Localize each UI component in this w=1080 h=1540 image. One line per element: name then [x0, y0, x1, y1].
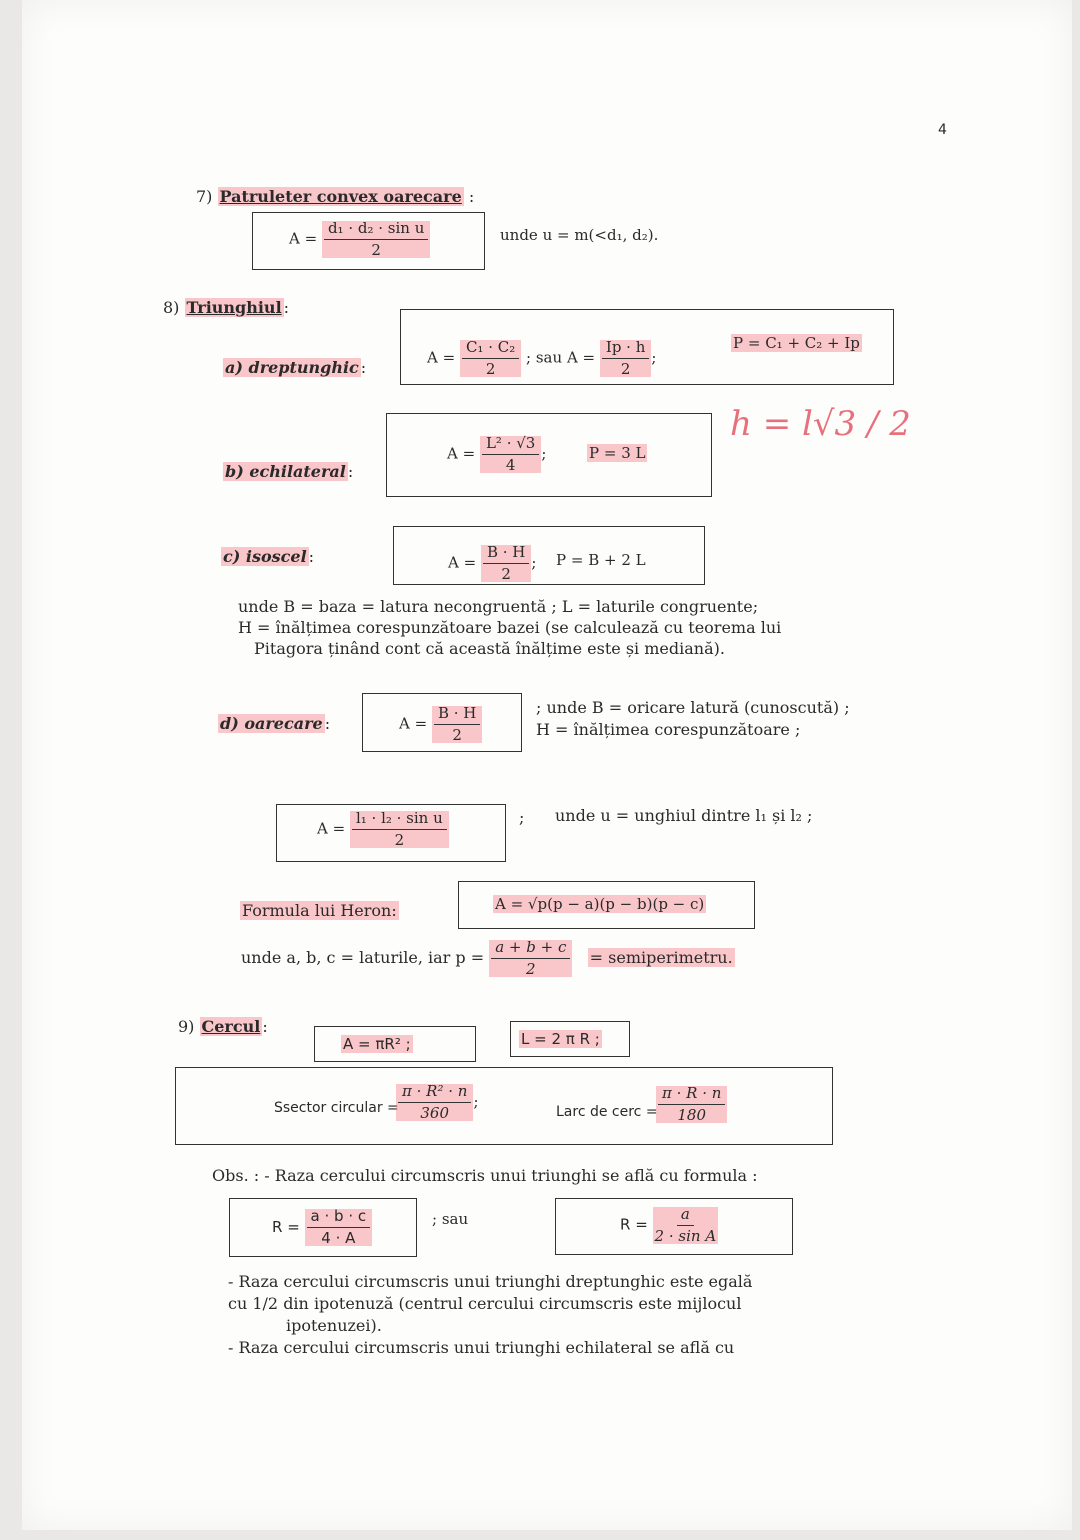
- formula-box-right-triangle: [400, 309, 894, 385]
- formula-lhs: p =: [455, 948, 485, 967]
- formula-circle-area: A = πR² ;: [343, 1035, 411, 1053]
- note-line: - Raza cercului circumscris unui triunghi echilateral se află cu: [228, 1338, 735, 1357]
- fraction-numerator: a + b + c: [491, 940, 570, 959]
- formula-lhs: R =: [620, 1215, 648, 1234]
- isosceles-note: [238, 596, 781, 659]
- fraction: [460, 340, 521, 377]
- triangle-isosceles-label: [221, 547, 314, 566]
- label-text: a) dreptunghic: [225, 358, 359, 377]
- formula-box-quadrilateral: [252, 212, 485, 270]
- note-line: - Raza cercului circumscris unui triunghi dreptunghic este egală: [228, 1272, 753, 1291]
- separator: ;: [531, 553, 537, 572]
- formula-right-perimeter: P = C₁ + C₂ + Ip: [733, 334, 860, 352]
- label-colon: :: [360, 358, 367, 377]
- fraction-denominator: 2: [526, 960, 536, 978]
- label-colon: :: [324, 714, 331, 733]
- fraction-denominator: 2: [452, 726, 462, 744]
- formula-lhs: A =: [566, 348, 596, 367]
- fraction-denominator: 2: [501, 565, 511, 583]
- formula-circle-length: L = 2 π R ;: [521, 1030, 600, 1048]
- formula-lhs: A =: [427, 348, 456, 367]
- note-line: cu 1/2 din ipotenuză (centrul cercului circumscris este mijlocul: [228, 1294, 742, 1313]
- note-line: ; unde B = oricare latură (cunoscută) ;: [536, 698, 850, 717]
- handwritten-height-formula: h = l√3 / 2: [730, 404, 911, 444]
- fraction-numerator: l₁ · l₂ · sin u: [352, 811, 447, 830]
- formula-box-circle-area: [314, 1026, 476, 1062]
- heron-note: [241, 940, 735, 977]
- label-text: d) oarecare: [220, 714, 323, 733]
- fraction: [322, 221, 430, 258]
- fraction-denominator: 360: [420, 1104, 450, 1122]
- fraction-numerator: d₁ · d₂ · sin u: [324, 221, 428, 240]
- formula-box-sector-arc: [175, 1067, 833, 1145]
- section-7-colon: :: [468, 187, 475, 206]
- fraction: [305, 1209, 373, 1246]
- fraction-numerator: C₁ · C₂: [462, 340, 519, 359]
- formula-box-general: [362, 693, 522, 752]
- formula-circumradius-1: [272, 1209, 372, 1246]
- heron-label: Formula lui Heron:: [242, 901, 397, 920]
- fraction: [396, 1084, 473, 1121]
- note-line: Pitagora ținând cont că această înălțime este și mediană).: [254, 639, 725, 658]
- section-8-colon: :: [283, 298, 290, 317]
- note-line: unde B = baza = latura necongruentă ; L = laturile congruente;: [238, 597, 759, 616]
- label-text: c) isoscel: [223, 547, 307, 566]
- fraction: [653, 1207, 719, 1244]
- section-8-title: Triunghiul: [186, 298, 282, 317]
- formula-arc-label: Larc de cerc =: [556, 1104, 658, 1120]
- triangle-right-label: [223, 358, 366, 377]
- formula-lhs: A =: [289, 229, 318, 248]
- fraction-numerator: Ip · h: [602, 340, 650, 359]
- formula-isosceles-perimeter: P = B + 2 L: [556, 551, 646, 569]
- formula-box-equilateral: [386, 413, 712, 497]
- section-9-colon: :: [262, 1017, 268, 1036]
- note-line: H = înălțimea corespunzătoare ;: [536, 720, 801, 739]
- section-9-title: Cercul: [201, 1017, 261, 1036]
- formula-right-area-1: [427, 340, 656, 377]
- formula-isosceles-area: [448, 545, 536, 582]
- formula-lhs: A =: [399, 714, 428, 733]
- formula-box-circumradius-2: [555, 1198, 793, 1255]
- fraction-denominator: 2 · sin A: [654, 1227, 717, 1245]
- formula-arc: [656, 1086, 727, 1123]
- circumradius-separator: ; sau: [432, 1210, 469, 1228]
- fraction: [489, 940, 572, 977]
- section-9-number: 9): [178, 1017, 195, 1036]
- formula-sine-area: [317, 811, 449, 848]
- fraction-numerator: B · H: [434, 706, 480, 725]
- general-note: [536, 697, 850, 741]
- note-line: H = înălțimea corespunzătoare bazei (se calculează cu teorema lui: [238, 618, 782, 637]
- section-7-note: unde u = m(<d₁, d₂).: [500, 226, 659, 244]
- fraction: [350, 811, 449, 848]
- formula-lhs: A =: [447, 444, 476, 463]
- separator: ; sau: [526, 348, 563, 367]
- observation-notes: [228, 1271, 752, 1359]
- fraction-denominator: 2: [620, 360, 631, 378]
- fraction: [480, 436, 541, 473]
- fraction-denominator: 2: [371, 241, 381, 259]
- fraction-numerator: a: [677, 1207, 694, 1226]
- label-colon: :: [308, 547, 315, 566]
- formula-sector-label: Ssector circular =: [274, 1100, 399, 1116]
- sine-note: unde u = unghiul dintre l₁ și l₂ ;: [555, 806, 813, 825]
- formula-lhs: R =: [272, 1218, 300, 1236]
- fraction-numerator: a · b · c: [307, 1209, 371, 1228]
- formula-box-isosceles: [393, 526, 705, 585]
- fraction-denominator: 4 · A: [321, 1229, 356, 1247]
- formula-lhs: A =: [317, 819, 346, 838]
- separator: ;: [541, 444, 547, 463]
- note-line: ipotenuzei).: [286, 1316, 382, 1335]
- fraction: [600, 340, 652, 377]
- separator: ;: [473, 1092, 479, 1111]
- section-8-heading: [163, 298, 289, 317]
- formula-equilateral-perimeter: P = 3 L: [589, 444, 646, 462]
- fraction-denominator: 2: [485, 360, 496, 378]
- formula-lhs: A =: [448, 553, 477, 572]
- formula-circumradius-2: [620, 1207, 718, 1244]
- formula-general-area: [399, 706, 482, 743]
- fraction-numerator: B · H: [483, 545, 529, 564]
- fraction: [656, 1086, 727, 1123]
- formula-box-sine: [276, 804, 506, 862]
- fraction-numerator: π · R · n: [658, 1086, 725, 1105]
- formula-quadrilateral-area: [289, 221, 430, 258]
- note-text: unde a, b, c = laturile, iar: [241, 948, 451, 967]
- formula-box-heron: [458, 881, 755, 929]
- label-colon: :: [347, 462, 354, 481]
- section-9-heading: [178, 1017, 268, 1036]
- section-8-number: 8): [163, 298, 180, 317]
- formula-sector: [396, 1084, 479, 1121]
- triangle-equilateral-label: [223, 462, 353, 481]
- fraction-denominator: 2: [394, 831, 405, 849]
- fraction-denominator: 4: [505, 456, 516, 474]
- formula-heron: A = √p(p − a)(p − b)(p − c): [495, 895, 705, 913]
- fraction: [432, 706, 482, 743]
- observation-line: Obs. : - Raza cercului circumscris unui triunghi se află cu formula :: [212, 1166, 758, 1185]
- triangle-general-label: [218, 714, 330, 733]
- section-7-number: 7): [196, 187, 213, 206]
- formula-box-circumradius-1: [229, 1198, 417, 1257]
- fraction-denominator: 180: [677, 1106, 707, 1124]
- label-text: b) echilateral: [225, 462, 346, 481]
- formula-equilateral-area: [447, 436, 546, 473]
- fraction-numerator: π · R² · n: [398, 1084, 471, 1103]
- fraction-numerator: L² · √3: [482, 436, 539, 455]
- note-text: = semiperimetru.: [589, 948, 733, 967]
- section-7-title: Patruleter convex oarecare: [219, 187, 462, 206]
- separator: ;: [651, 348, 657, 367]
- section-7-heading: [196, 187, 474, 206]
- separator: ;: [519, 808, 525, 827]
- formula-box-circle-length: [510, 1021, 630, 1057]
- page-number: 4: [938, 122, 947, 138]
- fraction: [481, 545, 531, 582]
